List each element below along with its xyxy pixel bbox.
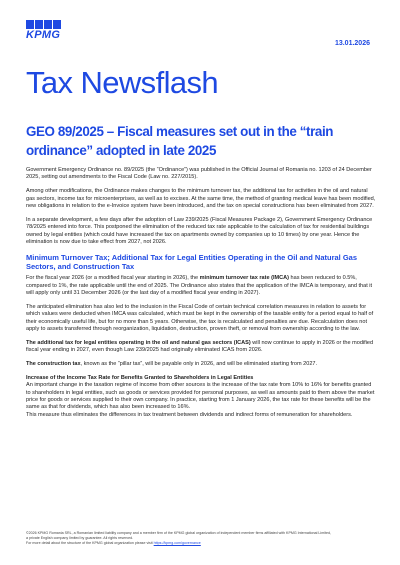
footer-line: a private English company limited by guarantee. All rights reserved.	[26, 536, 134, 541]
bold-term-construction-tax: The construction tax	[26, 361, 81, 368]
text-run: For the fiscal year 2026 (or a modified fiscal year starting in 2026), the	[26, 275, 200, 282]
shareholder-conclusion-paragraph: This measure thus eliminates the differences in tax treatment between dividends and indirect forms of remuneration for shareholders.	[26, 411, 353, 418]
bold-term-imca: minimum turnover tax rate (IMCA)	[199, 275, 289, 282]
bold-term-icas: The additional tax for legal entities operating in the oil and natural gas sectors (ICAS)	[26, 339, 251, 346]
intro-paragraph-3: In a separate development, a few days after the adoption of Law 239/2025 (Fiscal Measures Package 2), Government Emergency Ordinance 78/2025 entered into force. This postponed the elimination of the reduced tax rate applicable to the calculation of tax for residential buildings owned by legal entities (which could have increased the tax on apartments owned by companies up to 10 times) by one year. Hence the elimination is now due to take effect from 2027, not 2026.	[26, 216, 373, 245]
article-headline: GEO 89/2025 – Fiscal measures set out in the “train ordinance” adopted in late 2025	[26, 124, 334, 158]
logo-text: KPMG	[26, 29, 61, 41]
footer-text: For more detail about the structure of the KPMG global organization please visit	[26, 541, 154, 546]
text-run: , known as the “pillar tax”, will be payable only in 2026, and will be eliminated starting from 2027.	[80, 361, 318, 368]
text-run: has been reduced to 0.5%, compared to 1%, the rate applicable until the end of 2025. The Ordinance also states that the application of the IMCA is temporary, and that it will apply only until 31 December 2026 (or the last day of a modified fiscal year ending in 2027).	[26, 275, 373, 296]
text-run: will now continue to apply in 2026 or the modified fiscal year ending in 2027, even though Law 239/2025 had originally eliminated ICAS from 2026.	[26, 339, 374, 354]
intro-paragraph-2: Among other modifications, the Ordinance makes changes to the minimum turnover tax, the additional tax for activities in the oil and natural gas sectors, income tax for microenterprises, as well as to excises. At the same time, the method of granting medical leave has been modified, new obligations in relation to the e-Invoice system have been introduced, and the tax on special constructions has been eliminated from 2027.	[26, 188, 376, 209]
intro-paragraph-1: Government Emergency Ordinance no. 89/2025 (the “Ordinance”) was published in the Official Journal of Romania no. 1203 of 24 December 2025, setting out amendments to the Fiscal Code (Law no. 227/2015).	[26, 167, 372, 181]
legal-footer	[26, 531, 378, 546]
section-heading: Minimum Turnover Tax; Additional Tax for Legal Entities Operating in the Oil and Natural Gas Sectors, and Construction Tax	[26, 252, 358, 272]
page-title: Tax Newsflash	[26, 65, 219, 100]
shareholder-benefits-paragraph: An important change in the taxation regime of income from other sources is the increase of the tax rate from 10% to 16% for benefits granted to shareholders in legal entities, such as goods or services provided for personal purposes, as well as amounts paid to them above the market price for goods or services supplied to their own company. In practice, starting from 1 January 2026, the tax rate for these benefits will be the same as that for dividends, which has also been increased to 16%.	[26, 382, 375, 411]
construction-tax-paragraph	[26, 361, 376, 368]
icas-paragraph	[26, 340, 376, 355]
logo-boxes	[26, 20, 76, 29]
footer-line: ©2026 KPMG Romania SRL, a Romanian limited liability company and a member firm of the KPMG global organization of independent member firms affiliated with KPMG International Limited,	[26, 531, 332, 535]
correlation-paragraph: The anticipated elimination has also led to the inclusion in the Fiscal Code of certain technical correlation measures in relation to assets for which values were deducted when IMCA was calculated, which must be kept in the ownership of the taxable entity for a period equal to half of their economically useful life, but for no more than 5 years. Otherwise, the tax is recalculated and penalties are due. Recalculation does not apply to assets transferred through reorganization, liquidation, destruction, proven theft, or removal from ownership according to the law.	[26, 303, 374, 332]
article-body	[26, 167, 376, 426]
footer-line	[26, 541, 378, 546]
subsection-heading: Increase of the Income Tax Rate for Benefits Granted to Shareholders in Legal Entities	[26, 375, 254, 382]
imca-paragraph	[26, 275, 376, 297]
kpmg-logo	[26, 20, 76, 42]
publication-date: 13.01.2026	[334, 40, 370, 47]
governance-link[interactable]: https://kpmg.com/governance	[153, 541, 201, 546]
